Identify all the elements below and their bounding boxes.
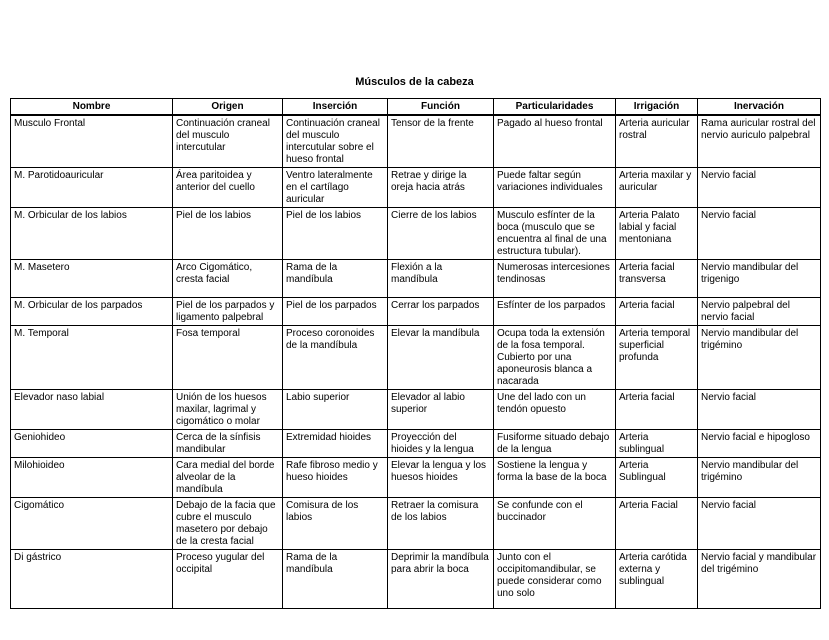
table-cell: Ocupa toda la extensión de la fosa temporal. Cubierto por una aponeurosis blanca a nacarada [494, 326, 616, 390]
table-cell: Arteria maxilar y auricular [616, 168, 698, 208]
table-cell: Esfínter de los parpados [494, 298, 616, 326]
table-row [11, 208, 821, 260]
table-cell: Arteria carótida externa y sublingual [616, 550, 698, 609]
table-cell: Sostiene la lengua y forma la base de la boca [494, 458, 616, 498]
table-cell: Retraer la comisura de los labios [388, 498, 494, 550]
table-row [11, 326, 821, 390]
table-cell: Tensor de la frente [388, 115, 494, 168]
table-cell: Arteria sublingual [616, 430, 698, 458]
table-cell: Área paritoidea y anterior del cuello [173, 168, 283, 208]
table-cell: Arco Cigomático, cresta facial [173, 260, 283, 298]
table-cell: Arteria facial transversa [616, 260, 698, 298]
column-header: Nombre [11, 99, 173, 116]
table-cell: Labio superior [283, 390, 388, 430]
table-cell: Milohioideo [11, 458, 173, 498]
table-cell: Rafe fibroso medio y hueso hioides [283, 458, 388, 498]
table-cell: Elevador naso labial [11, 390, 173, 430]
table-cell: Se confunde con el buccinador [494, 498, 616, 550]
table-cell: Elevar la mandíbula [388, 326, 494, 390]
table-cell: Geniohideo [11, 430, 173, 458]
table-cell: Nervio mandibular del trigémino [698, 458, 821, 498]
column-header: Origen [173, 99, 283, 116]
table-cell: Proyección del hioides y la lengua [388, 430, 494, 458]
table-cell: Retrae y dirige la oreja hacia atrás [388, 168, 494, 208]
table-row [11, 430, 821, 458]
table-cell: Fosa temporal [173, 326, 283, 390]
table-cell: Ventro lateralmente en el cartílago auricular [283, 168, 388, 208]
table-cell: Cierre de los labios [388, 208, 494, 260]
table-cell: Flexión a la mandíbula [388, 260, 494, 298]
table-cell: Rama de la mandíbula [283, 260, 388, 298]
table-cell: Proceso yugular del occipital [173, 550, 283, 609]
table-row [11, 115, 821, 168]
column-header: Irrigación [616, 99, 698, 116]
table-cell: Pagado al hueso frontal [494, 115, 616, 168]
table-cell: Comisura de los labios [283, 498, 388, 550]
column-header: Inervación [698, 99, 821, 116]
table-cell: Nervio mandibular del trigémino [698, 326, 821, 390]
table-cell: Junto con el occipitomandibular, se puede considerar como uno solo [494, 550, 616, 609]
table-cell: Musculo Frontal [11, 115, 173, 168]
table-cell: Arteria facial [616, 390, 698, 430]
column-header: Particularidades [494, 99, 616, 116]
column-header: Inserción [283, 99, 388, 116]
table-cell: Arteria Facial [616, 498, 698, 550]
table-cell: Cerrar los parpados [388, 298, 494, 326]
table-cell: Arteria temporal superficial profunda [616, 326, 698, 390]
table-cell: Piel de los parpados y ligamento palpebral [173, 298, 283, 326]
table-row [11, 168, 821, 208]
table-cell: M. Orbicular de los labios [11, 208, 173, 260]
table-cell: Deprimir la mandíbula para abrir la boca [388, 550, 494, 609]
table-cell: Rama auricular rostral del nervio auriculo palpebral [698, 115, 821, 168]
table-row [11, 458, 821, 498]
table-cell: M. Masetero [11, 260, 173, 298]
table-cell: M. Parotidoauricular [11, 168, 173, 208]
table-cell: Cigomático [11, 498, 173, 550]
table-cell: Piel de los labios [173, 208, 283, 260]
table-cell: Arteria facial [616, 298, 698, 326]
table-cell: Numerosas intercesiones tendinosas [494, 260, 616, 298]
table-cell: Nervio facial [698, 168, 821, 208]
table-cell: Nervio facial e hipogloso [698, 430, 821, 458]
table-cell: Arteria Palato labial y facial mentoniana [616, 208, 698, 260]
table-cell: Nervio facial [698, 498, 821, 550]
table-cell: Piel de los labios [283, 208, 388, 260]
header-row [11, 99, 821, 116]
table-cell: M. Temporal [11, 326, 173, 390]
table-cell: Elevador al labio superior [388, 390, 494, 430]
table-cell: Continuación craneal del musculo intercutular [173, 115, 283, 168]
table-cell: Di gástrico [11, 550, 173, 609]
table-row [11, 390, 821, 430]
table-row [11, 298, 821, 326]
table-cell: Fusiforme situado debajo de la lengua [494, 430, 616, 458]
table-cell: Rama de la mandíbula [283, 550, 388, 609]
table-row [11, 550, 821, 609]
table-cell: Cara medial del borde alveolar de la mandíbula [173, 458, 283, 498]
table-cell: Nervio palpebral del nervio facial [698, 298, 821, 326]
table-cell: Elevar la lengua y los huesos hioides [388, 458, 494, 498]
table-cell: M. Orbicular de los parpados [11, 298, 173, 326]
table-cell: Cerca de la sínfisis mandibular [173, 430, 283, 458]
column-header: Función [388, 99, 494, 116]
table-row [11, 498, 821, 550]
table-cell: Continuación craneal del musculo intercutular sobre el hueso frontal [283, 115, 388, 168]
table-cell: Proceso coronoides de la mandíbula [283, 326, 388, 390]
table-cell: Arteria auricular rostral [616, 115, 698, 168]
table-cell: Nervio mandibular del trigenigo [698, 260, 821, 298]
table-cell: Puede faltar según variaciones individuales [494, 168, 616, 208]
table-cell: Musculo esfínter de la boca (musculo que se encuentra al final de una estructura tubular). [494, 208, 616, 260]
table-cell: Nervio facial [698, 390, 821, 430]
table-cell: Piel de los parpados [283, 298, 388, 326]
table-cell: Debajo de la facia que cubre el musculo masetero por debajo de la cresta facial [173, 498, 283, 550]
table-body [11, 115, 821, 609]
page-title: Músculos de la cabeza [355, 76, 474, 88]
table-cell: Une del lado con un tendón opuesto [494, 390, 616, 430]
table-cell: Nervio facial y mandibular del trigémino [698, 550, 821, 609]
table-row [11, 260, 821, 298]
muscles-table [10, 98, 821, 609]
table-cell: Nervio facial [698, 208, 821, 260]
table-cell: Unión de los huesos maxilar, lagrimal y cigomático o molar [173, 390, 283, 430]
table-cell: Arteria Sublingual [616, 458, 698, 498]
table-cell: Extremidad hioides [283, 430, 388, 458]
